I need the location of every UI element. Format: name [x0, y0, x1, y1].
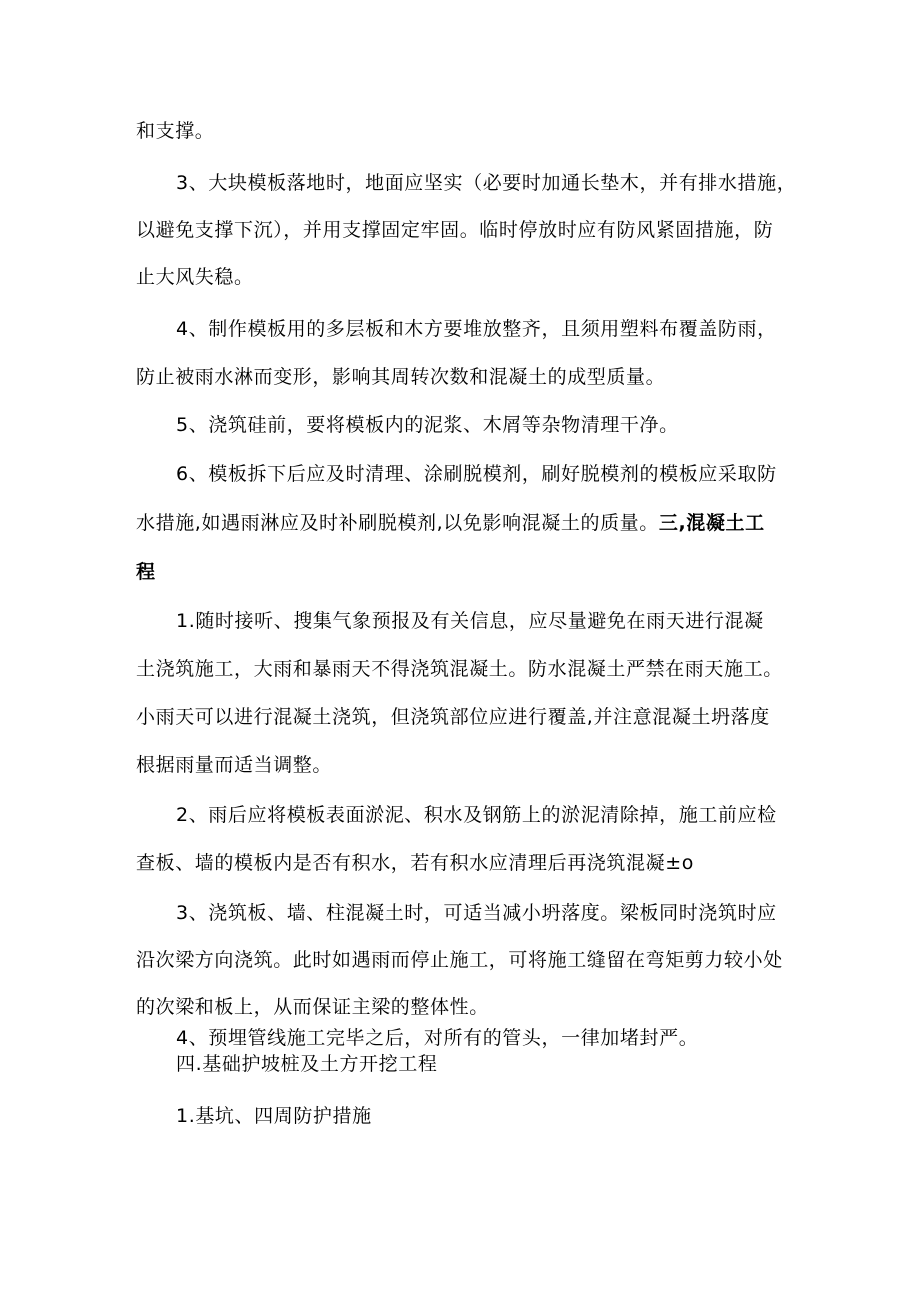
paragraph-line: 4、预埋管线施工完毕之后，对所有的管头，一律加堵封严。	[176, 1027, 699, 1049]
paragraph-line: 4、制作模板用的多层板和木方要堆放整齐，且须用塑料布覆盖防雨，	[176, 318, 777, 340]
paragraph-line: 小雨天可以进行混凝土浇筑，但浇筑部位应进行覆盖,并注意混凝土坍落度	[136, 706, 770, 728]
paragraph-line: 和支撑。	[136, 120, 215, 142]
paragraph-line: 查板、墙的模板内是否有积水，若有积水应清理后再浇筑混凝±o	[136, 852, 694, 874]
paragraph-line: 防止被雨水淋而变形，影响其周转次数和混凝土的成型质量。	[136, 366, 666, 388]
paragraph-line: 以避免支撑下沉），并用支撑固定牢固。临时停放时应有防风紧固措施，防	[136, 219, 774, 241]
section-heading: 三,混凝土工	[658, 512, 765, 534]
paragraph-line: 沿次梁方向浇筑。此时如遇雨而停止施工，可将施工缝留在弯矩剪力较小处	[136, 949, 783, 971]
paragraph-line: 3、大块模板落地时，地面应坚实（必要时加通长垫木，并有排水措施，	[176, 172, 797, 194]
paragraph-line: 止大风失稳。	[136, 266, 254, 288]
paragraph-line: 6、模板拆下后应及时清理、涂刷脱模剂，刷好脱模剂的模板应采取防	[176, 463, 777, 485]
paragraph-line: 根据雨量而适当调整。	[136, 754, 333, 776]
paragraph-line	[136, 510, 765, 536]
section-heading: 四.基础护坡桩及土方开挖工程	[176, 1053, 438, 1075]
paragraph-line: 3、浇筑板、墙、柱混凝土时，可适当减小坍落度。梁板同时浇筑时应	[176, 902, 777, 924]
subsection-heading: 1.基坑、四周防护措施	[176, 1105, 372, 1127]
paragraph-line: 2、雨后应将模板表面淤泥、积水及钢筋上的淤泥清除掉，施工前应检	[176, 804, 777, 826]
paragraph-line: 土浇筑施工，大雨和暴雨天不得浇筑混凝土。防水混凝土严禁在雨天施工。	[136, 658, 783, 680]
paragraph-text: 水措施,如遇雨淋应及时补刷脱模剂,以免影响混凝土的质量。	[136, 512, 659, 534]
section-heading-continuation: 程	[136, 561, 156, 583]
paragraph-line: 1.随时接听、搜集气象预报及有关信息，应尽量避免在雨天进行混凝	[176, 610, 764, 632]
paragraph-line: 的次梁和板上，从而保证主梁的整体性。	[136, 996, 489, 1018]
paragraph-line: 5、浇筑硅前，要将模板内的泥浆、木屑等杂物清理干净。	[176, 414, 679, 436]
